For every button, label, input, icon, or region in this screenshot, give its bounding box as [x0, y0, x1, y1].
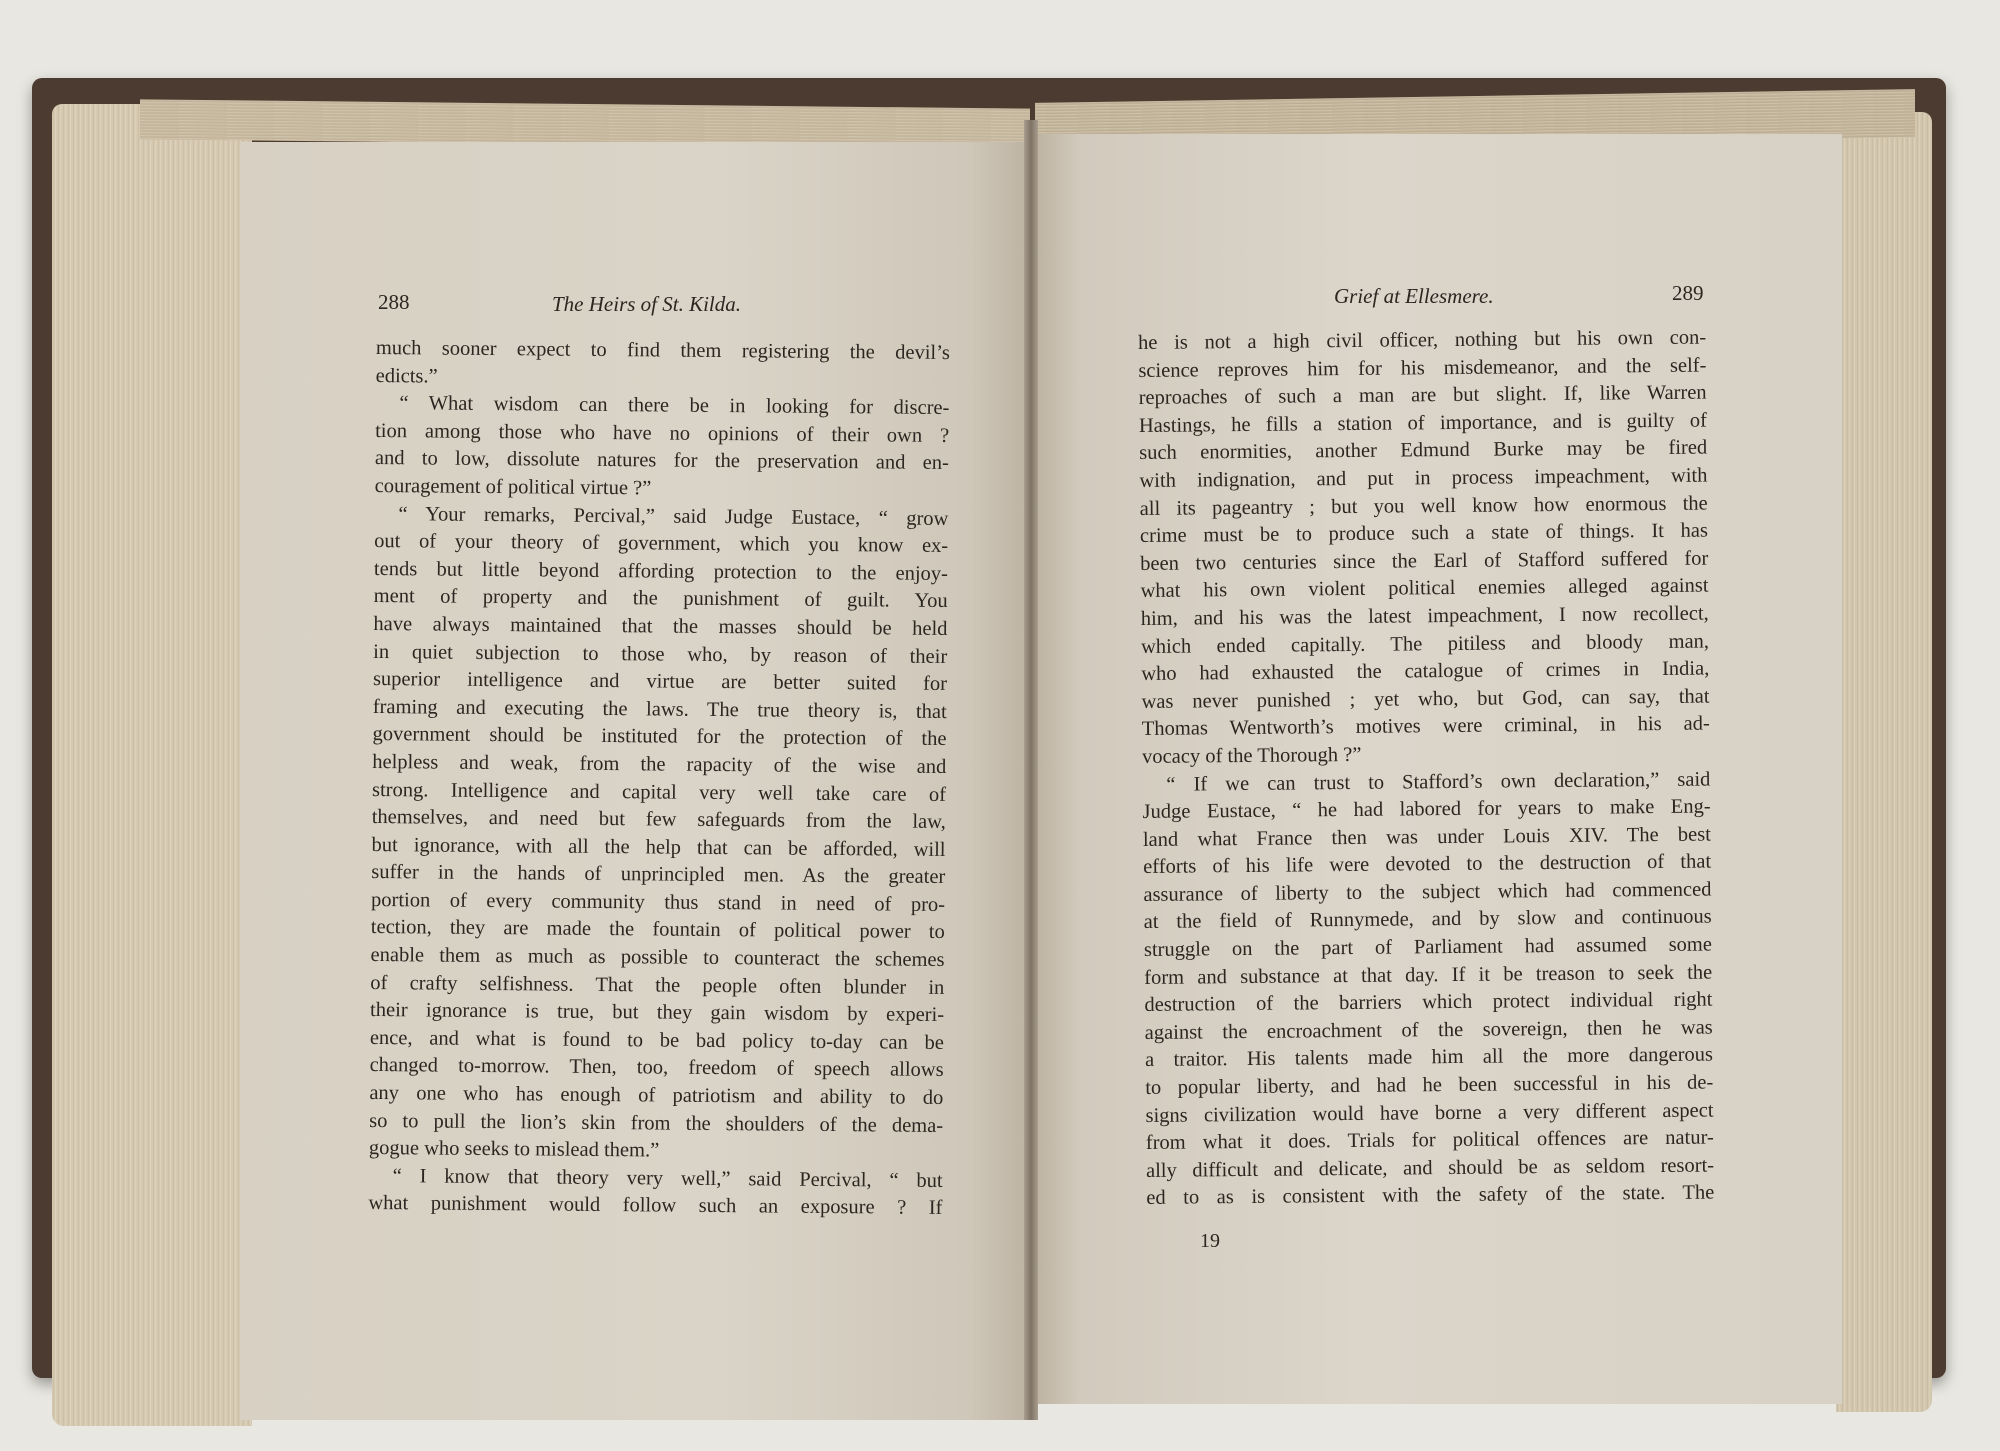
text-line: so to pull the lion’s skin from the shoulders of the dema- — [369, 1109, 944, 1137]
left-page-text — [368, 335, 950, 1223]
text-line: been two centuries since the Earl of Stafford suffered for — [1140, 547, 1709, 575]
text-line: vocacy of the Thorough ?” — [1141, 743, 1362, 768]
text-line: of crafty selfishness. That the people often blunder in — [370, 971, 945, 999]
left-page-number: 288 — [378, 290, 410, 314]
text-line: “ If we can trust to Stafford’s own declaration,” said — [1166, 768, 1711, 796]
text-line: signs civilization would have borne a very different aspect — [1145, 1099, 1714, 1127]
left-running-title-text: The Heirs of St. Kilda. — [552, 292, 742, 316]
text-line: a traitor. His talents made him all the more dangerous — [1144, 1043, 1714, 1072]
text-line: much sooner expect to find them registering the devil’s — [375, 336, 950, 365]
text-line: but ignorance, with all the help that can be afforded, will — [371, 833, 946, 861]
book-gutter — [1024, 120, 1038, 1420]
text-line: to popular liberty, and had he been successful in his de- — [1145, 1071, 1714, 1099]
text-line: portion of every community thus stand in need of pro- — [370, 888, 946, 916]
text-line: tends but little beyond affording protection to the enjoy- — [373, 557, 949, 585]
text-line: which ended capitally. The pitiless and bloody man, — [1140, 630, 1710, 658]
text-line: all its pageantry ; but you well know how enormous the — [1139, 492, 1708, 520]
text-line: from what it does. Trials for political offences are natur- — [1145, 1126, 1714, 1155]
text-line: Judge Eustace, “ he had labored for years to make Eng- — [1142, 795, 1711, 824]
text-line: ment of property and the punishment of guilt. You — [373, 585, 948, 613]
text-line: ally difficult and delicate, and should be as seldom resort- — [1145, 1154, 1715, 1182]
text-line: destruction of the barriers which protect individual right — [1144, 988, 1713, 1017]
text-line: gogue who seeks to mislead them.” — [368, 1137, 660, 1162]
right-running-title — [1334, 284, 1494, 309]
text-line: “ I know that theory very well,” said Percival, “ but — [392, 1164, 943, 1192]
right-page-text — [1138, 325, 1714, 1213]
text-line: ed to as is consistent with the safety of the state. The — [1146, 1181, 1715, 1210]
text-line: land what France then was under Louis XIV. The best — [1142, 823, 1711, 851]
text-line: who had exhausted the catalogue of crimes in India, — [1141, 657, 1710, 686]
text-line: “ Your remarks, Percival,” said Judge Eustace, “ grow — [398, 502, 949, 530]
text-line: edicts.” — [375, 364, 438, 388]
text-line: was never punished ; yet who, but God, can say, that — [1141, 685, 1710, 713]
text-line: him, and his was the latest impeachment, I now recollect, — [1140, 602, 1709, 630]
text-line: government should be instituted for the protection of the — [372, 723, 947, 751]
text-line: assurance of liberty to the subject which had commenced — [1143, 878, 1712, 906]
text-line: Hastings, he fills a station of importance, and is guilty of — [1138, 409, 1707, 437]
text-line: any one who has enough of patriotism and ability to do — [369, 1082, 944, 1110]
text-line: enable them as much as possible to counteract the schemes — [370, 944, 945, 972]
text-line: their ignorance is true, but they gain wisdom by experi- — [370, 999, 945, 1027]
text-line: strong. Intelligence and capital very well take care of — [371, 778, 947, 806]
text-line: and to low, dissolute natures for the preservation and en- — [374, 447, 949, 475]
left-page-edges — [52, 104, 252, 1426]
left-running-title — [552, 292, 741, 317]
text-line: crime must be to produce such a state of things. It has — [1139, 519, 1709, 548]
text-line: tion among those who have no opinions of their own ? — [375, 419, 950, 447]
text-line: suffer in the hands of unprincipled men. As the greater — [371, 861, 946, 889]
text-line: such enormities, another Edmund Burke may be fired — [1139, 436, 1708, 465]
text-line: struggle on the part of Parliament had assumed some — [1143, 933, 1713, 962]
text-line: framing and executing the laws. The true theory is, that — [372, 695, 947, 723]
right-page-edges — [1836, 112, 1932, 1412]
text-line: tection, they are made the fountain of political power to — [370, 916, 945, 944]
text-line: changed to-morrow. Then, too, freedom of speech allows — [369, 1054, 944, 1082]
text-line: efforts of his life were devoted to the destruction of that — [1143, 850, 1712, 879]
text-line: helpless and weak, from the rapacity of the wise and — [372, 750, 947, 778]
text-line: with indignation, and put in process impeachment, with — [1139, 464, 1708, 492]
text-line: in quiet subjection to those who, by reason of their — [373, 640, 948, 668]
text-line: he is not a high civil officer, nothing but his own con- — [1138, 326, 1707, 354]
text-line: at the field of Runnymede, and by slow and continuous — [1143, 905, 1712, 934]
text-line: themselves, and need but few safeguards from the law, — [371, 806, 946, 834]
text-line: science reproves him for his misdemeanor, and the self- — [1138, 354, 1707, 382]
text-line: form and substance at that day. If it be treason to seek the — [1144, 961, 1713, 989]
text-line: against the encroachment of the sovereign, then he was — [1144, 1016, 1713, 1044]
right-page-number: 289 — [1672, 281, 1704, 305]
text-line: couragement of political virtue ?” — [374, 474, 652, 500]
right-running-title-text: Grief at Ellesmere. — [1334, 284, 1494, 308]
signature-mark: 19 — [1200, 1230, 1220, 1252]
text-line: out of your theory of government, which you know ex- — [374, 530, 949, 558]
text-line: Thomas Wentworth’s motives were criminal, in his ad- — [1141, 712, 1710, 741]
text-line: ence, and what is found to be bad policy to-day can be — [369, 1026, 944, 1054]
text-line: reproaches of such a man are but slight. If, like Warren — [1138, 381, 1707, 410]
text-line: superior intelligence and virtue are better suited for — [372, 668, 948, 696]
text-line: what punishment would follow such an exposure ? If — [368, 1192, 943, 1220]
text-line: what his own violent political enemies alleged against — [1140, 574, 1709, 603]
text-line: have always maintained that the masses should be held — [373, 612, 948, 640]
text-line: “ What wisdom can there be in looking for discre- — [399, 392, 950, 420]
